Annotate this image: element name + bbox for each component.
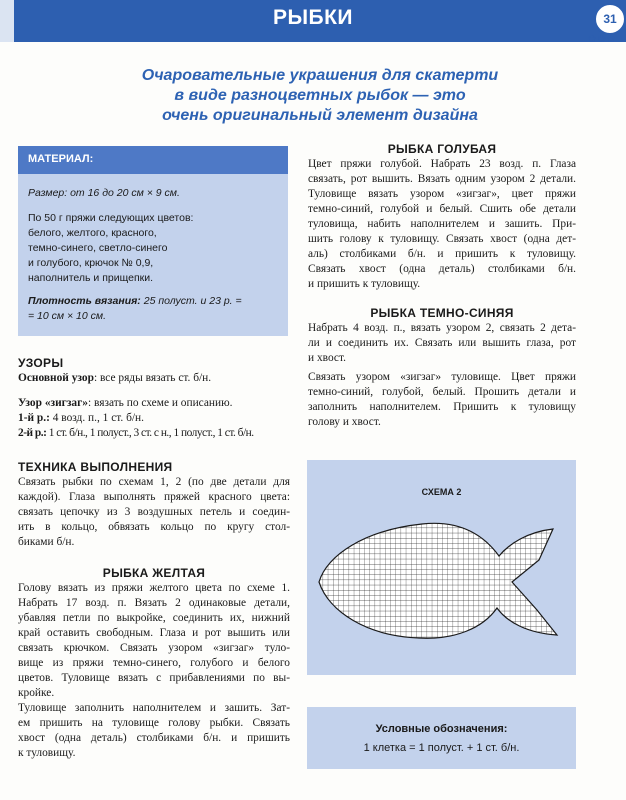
main-pattern-label: Основной узор (18, 372, 94, 384)
lace-decoration-icon: ❀❀❀ (588, 34, 617, 45)
material-size (28, 186, 288, 201)
left-column (18, 356, 290, 761)
row2-text (18, 426, 290, 441)
blue-line: Цвет пряжи голубой. Набрать 23 возд. п. Глаза (308, 158, 576, 170)
blue-line: темно-синий, голубой и белый. Сшить обе детали (308, 203, 576, 215)
row1-text (18, 411, 290, 426)
technique-line: ить в кольцо, обвязать кольцо по кругу стол- (18, 521, 290, 533)
zigzag-label: Узор «зигзаг» (18, 397, 88, 409)
darkblue-line: Набрать 4 возд. п., вязать узором 2, связать 2 дета- (308, 322, 576, 334)
fish-grid-diagram (307, 460, 576, 675)
darkblue-line: ли и соединить их. Связать или вышить глаза, рот (308, 337, 576, 349)
darkblue-line: голову и хвост. (308, 416, 381, 428)
yellow-line: хвост (одна деталь) столбиками б/н. и пришить (18, 732, 290, 744)
zigzag-desc: : вязать по схеме и описанию. (87, 397, 233, 409)
intro-text (100, 66, 540, 126)
technique-line: биками б/н. (18, 536, 75, 548)
blue-line: шить голову к туловищу. Связать хвост (одна дет- (308, 233, 576, 245)
row2-label: 2-й р.: (18, 427, 47, 439)
legend-box (307, 707, 576, 769)
row2-desc: 1 ст. б/н., 1 полуст., 3 ст. с н., 1 полуст., 1 ст. б/н. (46, 427, 254, 439)
yellow-line: кройке. (18, 687, 55, 699)
yellow-line: убавляя петли по выкройке, соединить их, нижний (18, 612, 290, 624)
material-density (28, 294, 288, 324)
technique-heading: ТЕХНИКА ВЫПОЛНЕНИЯ (18, 460, 173, 474)
technique-line: связать цепочку из 3 воздушных петель и соедин- (18, 506, 290, 518)
yellow-line: Набрать 17 возд. п. Вязать 2 одинаковые детали, (18, 597, 290, 609)
blue-line: связать, рот вышить. Вязать одним узором 2 детали. (308, 173, 576, 185)
yellow-line: вище из пряжи темно-синего, голубого и белого (18, 657, 290, 669)
patterns-heading: УЗОРЫ (18, 356, 64, 370)
yellow-line: к туловищу. (18, 747, 76, 759)
legend-text: 1 клетка = 1 полуст. + 1 ст. б/н. (363, 742, 520, 754)
material-yarn (28, 211, 288, 286)
right-column (308, 142, 576, 430)
yarn-line: темно-синего, светло-синего (28, 242, 168, 254)
blue-heading: РЫБКА ГОЛУБАЯ (387, 142, 497, 156)
row1-desc: 4 возд. п., 1 ст. б/н. (49, 412, 145, 424)
intro-line: очень оригинальный элемент дизайна (162, 107, 478, 124)
size-value: от 16 до 20 см × 9 см. (67, 187, 180, 199)
yarn-line: и голубого, крючок № 0,9, (28, 257, 154, 269)
density-label: Плотность вязания: (28, 295, 141, 307)
yellow-line: край оставить свободным. Глаза и рот вышить или (18, 627, 290, 639)
technique-line: Связать рыбки по схемам 1, 2 (по две детали для (18, 476, 290, 488)
page-number: 31 (594, 3, 626, 35)
scheme-2-box (307, 460, 576, 675)
yarn-line: наполнитель и прищепки. (28, 272, 154, 284)
main-pattern-desc: : все ряды вязать ст. б/н. (93, 372, 212, 384)
scheme-title: СХЕМА 2 (421, 487, 462, 497)
darkblue-line: темно-синий, голубой, белый. Прошить детали и (308, 386, 576, 398)
size-label: Размер: (28, 187, 68, 199)
technique-line: каждой). Глаза выполнять пряжей красного цвета: (18, 491, 290, 503)
yellow-heading: РЫБКА ЖЕЛТАЯ (102, 566, 206, 580)
legend-title: Условные обозначения: (375, 723, 508, 735)
yellow-line: Голову вязать из пряжи желтого цвета по схеме 1. (18, 582, 290, 594)
density-line2: = 10 см × 10 см. (28, 310, 107, 322)
blue-line: Туловище вязать узором «зигзаг», цвет пряжи (308, 188, 576, 200)
yellow-line: цветов. Туловище вязать с прибавлениями по вы- (18, 672, 290, 684)
blue-line: Связать хвост (одна деталь) столбиками б/н. (308, 263, 576, 275)
main-pattern-text (18, 371, 290, 386)
darkblue-line: Связать узором «зигзаг» туловище. Цвет пряжи (308, 371, 576, 383)
yarn-line: белого, желтого, красного, (28, 227, 157, 239)
blue-line: и пришить к туловищу. (308, 278, 421, 290)
zigzag-pattern-text (18, 396, 290, 411)
material-header (18, 146, 288, 174)
page-title: РЫБКИ (272, 6, 354, 29)
yarn-line: По 50 г пряжи следующих цветов: (28, 212, 194, 224)
intro-line: в виде разноцветных рыбок — это (174, 87, 466, 104)
blue-line: туловища, набить наполнителем и зашить. При- (308, 218, 576, 230)
density-value: 25 полуст. и 23 р. = (140, 295, 242, 307)
darkblue-heading: РЫБКА ТЕМНО-СИНЯЯ (370, 306, 514, 320)
yellow-line: связать крючком. Связать узором «зигзаг» туло- (18, 642, 290, 654)
blue-line: аль) столбиками б/н. и пришить к туловищу. (308, 248, 576, 260)
darkblue-line: заполнить наполнителем. Пришить к туловищу (308, 401, 576, 413)
material-heading: МАТЕРИАЛ: (28, 153, 94, 165)
row1-label: 1-й р.: (18, 412, 50, 424)
darkblue-line: и хвост. (308, 352, 346, 364)
yellow-line: ем пришить на туловище голову рыбки. Связать (18, 717, 290, 729)
intro-line: Очаровательные украшения для скатерти (141, 67, 499, 84)
yellow-line: Туловище заполнить наполнителем и зашить. Зат- (18, 702, 290, 714)
